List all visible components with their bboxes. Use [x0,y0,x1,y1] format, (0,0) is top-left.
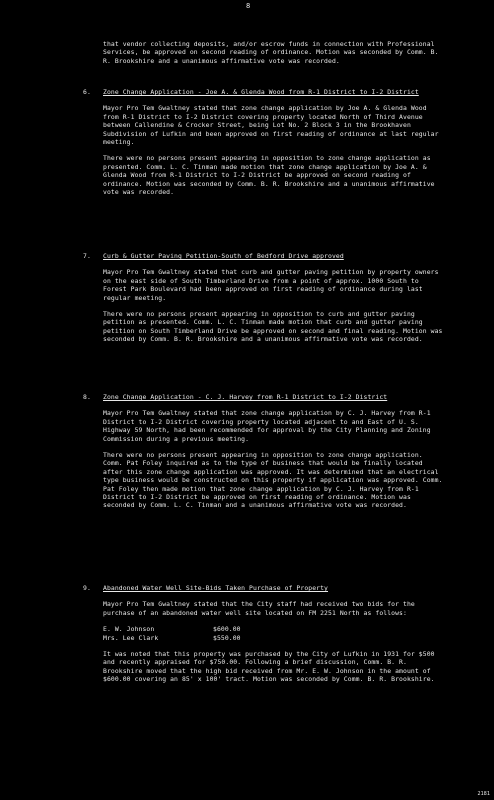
agenda-item-9 [83,584,443,692]
item-heading: Zone Change Application - Joe A. & Glenda Wood from R-1 District to I-2 District [103,88,419,96]
bid-amount: $600.00 [213,625,241,634]
item-number: 8. [83,393,91,401]
bidder-name: E. W. Johnson [103,625,155,634]
item-number: 9. [83,584,91,592]
item-paragraph: There were no persons present appearing in opposition to curb and gutter paving petition as presented. Comm. L. C. Tinman made motion that curb and gutter paving petition on South Timberland Drive be approved on second and final reading. Motion was seconded by Comm. B. R. Brookshire and a unanimous affirmative vote was recorded. [103,310,447,344]
item-paragraph: Mayor Pro Tem Gwaltney stated that the City staff had received two bids for the purchase of an abandoned water well site located on FM 2251 North as follows: [103,600,419,617]
agenda-item-8 [83,393,447,518]
agenda-item-6 [83,88,443,204]
item-paragraph: It was noted that this property was purchased by the City of Lufkin in 1931 for $500 and recently appraised for $750.00. Following a brief discussion, Comm. B. R. Brookshire moved that the high bid received from Mr. E. W. Johnson in the amount of $600.00 covering an 85' x 100' tract. Motion was seconded by Comm. B. R. Brookshire. [103,650,439,684]
bids-table [103,625,241,642]
item-heading: Curb & Gutter Paving Petition-South of Bedford Drive approved [103,252,344,260]
intro-text: that vendor collecting deposits, and/or escrow funds in connection with Professional Services, be approved on second reading of ordinance. Motion was seconded by Comm. B. R. Brookshire and a unanimous affirmative vote was recorded. [103,40,443,65]
item-paragraph: Mayor Pro Tem Gwaltney stated that zone change application by C. J. Harvey from R-1 District to I-2 District covering property located adjacent to and East of U. S. Highway 59 North, had been recommended for approval by the City Planning and Zoning Commission during a previous meeting. [103,409,435,443]
item-number: 6. [83,88,91,96]
item-heading: Abandoned Water Well Site-Bids Taken Purchase of Property [103,584,329,592]
bid-amount: $550.00 [213,633,241,642]
item-heading: Zone Change Application - C. J. Harvey from R-1 District to I-2 District [103,393,388,401]
page-corner-mark: 2181 [477,790,490,797]
table-row [103,625,241,633]
table-row [103,634,241,642]
item-paragraph: Mayor Pro Tem Gwaltney stated that curb and gutter paving petition by property owners on the east side of South Timberland Drive from a point of approx. 1000 South to Forest Park Boulevard had been approved on first reading of ordinance during last regular meeting. [103,268,443,302]
item-paragraph: Mayor Pro Tem Gwaltney stated that zone change application by Joe A. & Glenda Wood from R-1 District to I-2 District covering property located North of Third Avenue between Callendine & Crocker Street, being Lot No. 2 Block 3 in the Brookhaven Subdivision of Lufkin and been approved on first reading of ordinance at last regular meeting. [103,104,443,147]
agenda-item-7 [83,252,447,352]
item-paragraph: There were no persons present appearing in opposition to zone change application. Comm. Pat Foley inquired as to the type of business that would be finally located after this zone change application was approved. It was determined that an electrical type business would be constructed on this property if application was approved. Comm. Pat Foley then made motion that zone change application by C. J. Harvey from R-1 District to I-2 District be approved on first reading of ordinance. Motion was seconded by Comm. L. C. Tinman and a unanimous affirmative vote was recorded. [103,451,447,510]
bidder-name: Mrs. Lee Clark [103,633,159,642]
item-paragraph: There were no persons present appearing in opposition to zone change application as presented. Comm. L. C. Tinman made motion that zone change application by Joe A. & Glenda Wood from R-1 District to I-2 District be approved on second reading of ordinance. Motion was seconded by Comm. B. R. Brookshire and a unanimous affirmative vote was recorded. [103,154,439,197]
page-number: 8 [246,2,251,10]
item-number: 7. [83,252,91,260]
intro-block [103,40,443,73]
